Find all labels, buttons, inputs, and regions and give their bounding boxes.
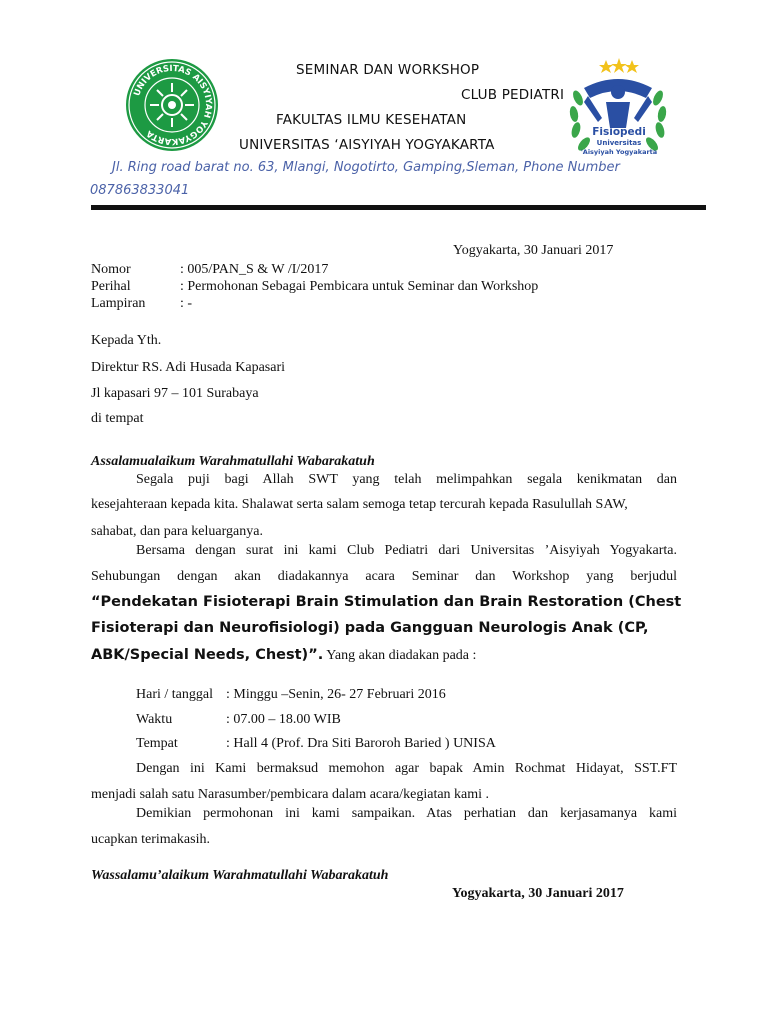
text: Sehubungan dengan akan diadakannya acara Seminar dan Workshop yang berjudul xyxy=(91,569,677,584)
meta-label: Lampiran xyxy=(91,296,146,311)
recipient-line: Jl kapasari 97 – 101 Surabaya xyxy=(91,386,259,401)
detail-row-time xyxy=(136,711,341,728)
detail-label: Waktu xyxy=(136,712,173,727)
header-university: UNIVERSITAS ‘AISYIYAH YOGYAKARTA xyxy=(239,137,495,153)
meta-value: : - xyxy=(180,296,193,311)
fisiopedi-logo-text: Fisiopedi xyxy=(592,126,646,138)
meta-label: Perihal xyxy=(91,279,131,294)
paragraph-2-line-1 xyxy=(136,543,677,559)
greeting: Assalamualaikum Warahmatullahi Wabarakatuh xyxy=(91,454,375,469)
paragraph-4-line-2: ucapkan terimakasih. xyxy=(91,832,210,847)
text: Segala puji bagi Allah SWT yang telah melimpahkan segala kenikmatan dan xyxy=(136,472,677,487)
detail-row-place xyxy=(136,735,496,752)
detail-label: Tempat xyxy=(136,736,178,751)
seminar-title-end: ABK/Special Needs, Chest)”. xyxy=(91,647,324,663)
paragraph-3-line-2: menjadi salah satu Narasumber/pembicara dalam acara/kegiatan kami . xyxy=(91,787,490,802)
paragraph-1-line-3: sahabat, dan para keluarganya. xyxy=(91,524,263,539)
recipient-line: di tempat xyxy=(91,411,144,426)
text: Dengan ini Kami bermaksud memohon agar bapak Amin Rochmat Hidayat, SST.FT xyxy=(136,761,677,776)
fisiopedi-logo-subtext-2: 'Aisyiyah Yogyakarta xyxy=(580,148,658,156)
detail-value: : Minggu –Senin, 26- 27 Februari 2016 xyxy=(226,687,446,702)
header-address-line-2: 087863833041 xyxy=(90,183,190,198)
seminar-title-line-2: Fisioterapi dan Neurofisiologi) pada Gangguan Neurologis Anak (CP, xyxy=(91,620,649,636)
header-faculty: FAKULTAS ILMU KESEHATAN xyxy=(276,112,467,128)
paragraph-3-line-1 xyxy=(136,761,677,777)
header-seminar-title: SEMINAR DAN WORKSHOP xyxy=(296,62,480,78)
header-address-line-1: Jl. Ring road barat no. 63, Mlangi, Nogotirto, Gamping,Sleman, Phone Number xyxy=(112,160,620,175)
text: Bersama dengan surat ini kami Club Pediatri dari Universitas ’Aisyiyah Yogyakarta. xyxy=(136,543,677,558)
text: Demikian permohonan ini kami sampaikan. Atas perhatian dan kerjasamanya kami xyxy=(136,806,677,821)
meta-row-nomor xyxy=(91,261,328,278)
meta-value: : Permohonan Sebagai Pembicara untuk Seminar dan Workshop xyxy=(180,279,539,294)
closing-date: Yogyakarta, 30 Januari 2017 xyxy=(452,886,624,901)
detail-value: : Hall 4 (Prof. Dra Siti Baroroh Baried ) UNISA xyxy=(226,736,496,751)
recipient-line: Kepada Yth. xyxy=(91,333,162,348)
paragraph-2-line-2 xyxy=(91,569,677,585)
seminar-title-line-3 xyxy=(91,646,476,664)
seminar-title-after: Yang akan diadakan pada : xyxy=(323,648,477,663)
paragraph-1-line-1 xyxy=(136,472,677,488)
meta-value: : 005/PAN_S & W /I/2017 xyxy=(180,262,329,277)
detail-value: : 07.00 – 18.00 WIB xyxy=(226,712,341,727)
header-divider xyxy=(91,205,706,210)
closing-salutation: Wassalamu’alaikum Warahmatullahi Wabarakatuh xyxy=(91,868,389,883)
recipient-line: Direktur RS. Adi Husada Kapasari xyxy=(91,360,286,375)
header-club-name: CLUB PEDIATRI xyxy=(461,87,565,103)
family-figure-icon xyxy=(584,79,652,128)
meta-label: Nomor xyxy=(91,262,131,277)
university-seal-logo xyxy=(124,58,220,152)
seminar-title-line-1: “Pendekatan Fisioterapi Brain Stimulation dan Brain Restoration (Chest xyxy=(91,594,682,610)
fisiopedi-logo xyxy=(566,58,670,160)
letter-date: Yogyakarta, 30 Januari 2017 xyxy=(453,243,614,258)
seal-ring-text: UNIVERSITAS AISYIYAH YOGYAKARTA xyxy=(132,63,214,147)
detail-label: Hari / tanggal xyxy=(136,687,213,702)
fisiopedi-logo-subtext-1: Universitas xyxy=(596,139,642,147)
stars-icon xyxy=(599,58,639,73)
meta-row-lampiran xyxy=(91,295,192,312)
detail-row-date xyxy=(136,686,446,703)
paragraph-4-line-1 xyxy=(136,806,677,822)
meta-row-perihal xyxy=(91,278,538,295)
paragraph-1-line-2: kesejahteraan kepada kita. Shalawat serta salam semoga tetap tercurah kepada Rasulullah SAW, xyxy=(91,497,628,512)
